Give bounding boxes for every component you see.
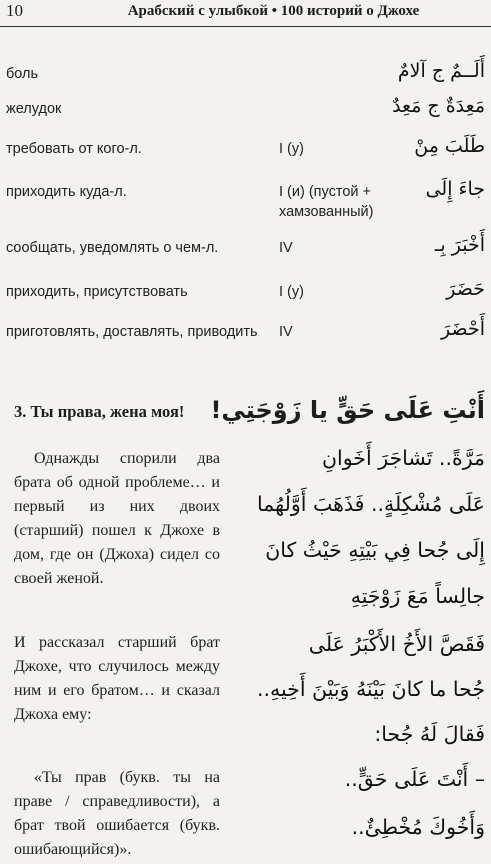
vocab-arabic: طَلَبَ مِنْ (414, 135, 485, 157)
vocab-arabic: حَضَرَ (446, 278, 485, 300)
arabic-line: مَرَّةً.. تَشاجَرَ أَخَوانِ (321, 446, 485, 470)
story-title: 3. Ты права, жена моя! (14, 402, 185, 421)
arabic-line: فَقَصَّ الأَخُ الأَكْبَرُ عَلَى (308, 632, 485, 656)
arabic-line: جُحا ما كانَ بَيْنَهُ وَبَيْنَ أَخِيهِ.. (256, 677, 485, 701)
vocab-row (0, 91, 491, 131)
vocab-arabic: أَلَــمٌ ج آلامٌ (397, 60, 485, 82)
arabic-line: – أَنْتَ عَلَى حَقٍّ.. (344, 767, 485, 791)
page-number: 10 (6, 1, 23, 20)
vocab-grammar: IV (279, 240, 293, 256)
vocab-arabic: مَعِدَةٌ ج مَعِدٌ (392, 95, 485, 117)
vocab-arabic: أَخْبَرَ بِـ (434, 234, 485, 256)
vocab-row (0, 56, 491, 96)
vocab-row (0, 278, 491, 318)
vocab-arabic: أَحْضَرَ (441, 318, 485, 340)
vocab-translation: приходить куда-л. (6, 184, 127, 200)
vocab-translation: требовать от кого-л. (6, 141, 142, 157)
vocab-row (0, 133, 491, 173)
vocab-translation: сообщать, уведомлять о чем-л. (6, 240, 219, 256)
vocab-row (0, 234, 491, 274)
page-header (0, 0, 491, 27)
translation-paragraph: И рассказал старший брат Джохе, что случилось между ним и его братом… и сказал Джоха ему: (14, 634, 220, 723)
story-title-arabic: أَنْتِ عَلَى حَقٍّ يا زَوْجَتِي! (210, 396, 485, 424)
vocab-translation: желудок (6, 101, 62, 117)
vocab-grammar: I (у) (279, 284, 304, 300)
vocab-arabic: جاءَ إِلَى (425, 178, 485, 200)
arabic-line: عَلَى مُشْكِلَةٍ.. فَذَهَبَ أَوَّلُهُما (257, 492, 485, 516)
arabic-line: وَأَخُوكَ مُخْطِئٌ.. (351, 815, 485, 839)
running-title: Арабский с улыбкой • 100 историй о Джохе (127, 3, 420, 19)
translation-paragraph: Однажды спорили два брата об одной проблеме… и первый из них двоих (старший) пошел к Джохе в дом, где он (Джоха) сидел со своей женой. (14, 450, 220, 587)
vocab-translation: боль (6, 66, 39, 82)
arabic-line: جالِساً مَعَ زَوْجَتِهِ (350, 584, 485, 608)
arabic-line: إِلَى جُحا فِي بَيْتِهِ حَيْثُ كانَ (265, 538, 485, 562)
vocab-grammar: IV (279, 324, 293, 340)
vocab-grammar: I (и) (пустой + хамзованный) (279, 184, 374, 220)
vocab-row (0, 178, 491, 218)
vocab-translation: приготовлять, доставлять, приводить (6, 324, 258, 340)
translation-paragraph: «Ты прав (букв. ты на праве / справедливости), а брат твой ошибается (букв. ошибающийся)». (14, 769, 220, 858)
vocab-grammar: I (у) (279, 141, 304, 157)
vocab-translation: приходить, присутствовать (6, 284, 188, 300)
arabic-line: فَقالَ لَهُ جُحا: (374, 722, 485, 746)
vocab-row (0, 318, 491, 358)
